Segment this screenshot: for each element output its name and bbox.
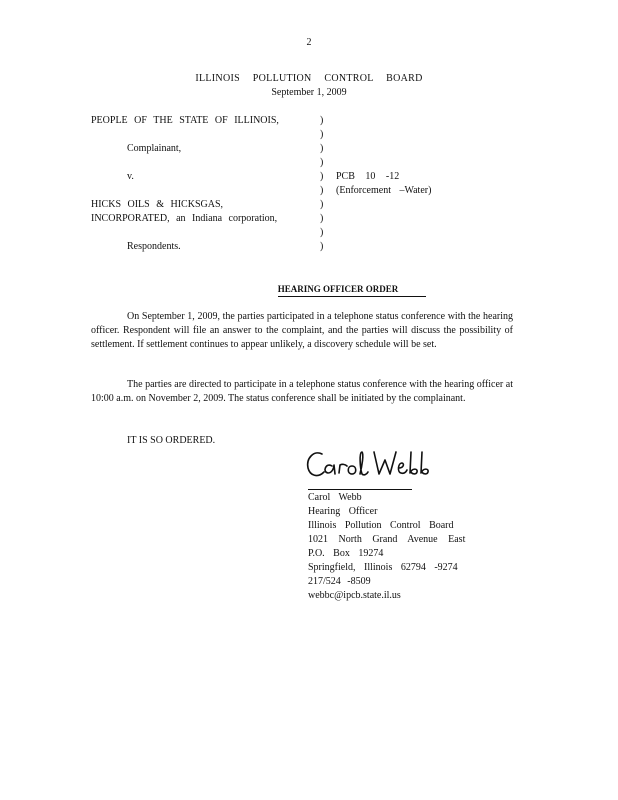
signer-organization: Illinois Pollution Control Board (308, 520, 454, 531)
defendant-role: Respondents. (127, 241, 181, 252)
body-paragraph-1-container (91, 310, 513, 352)
page-number: 2 (306, 37, 312, 48)
order-title: HEARING OFFICER ORDER (278, 282, 427, 297)
versus-label: v. (127, 171, 134, 182)
caption-paren: ) (320, 199, 324, 210)
case-number-block (336, 170, 431, 198)
signer-name: Carol Webb (308, 492, 362, 503)
caption-paren: ) (320, 143, 324, 154)
order-title-container (0, 282, 618, 297)
signature-drawing (304, 446, 436, 488)
case-type: (Enforcement –Water) (336, 185, 432, 196)
plaintiff-name: PEOPLE OF THE STATE OF ILLINOIS, (91, 115, 279, 126)
handwritten-signature (304, 446, 436, 493)
closing-statement: IT IS SO ORDERED. (127, 435, 216, 446)
signer-street: 1021 North Grand Avenue East (308, 534, 466, 545)
signer-phone: 217/524 -8509 (308, 576, 371, 587)
caption-paren: ) (320, 115, 324, 126)
board-name: ILLINOIS POLLUTION CONTROL BOARD (195, 73, 423, 84)
caption-paren: ) (320, 227, 324, 238)
plaintiff-role: Complainant, (127, 143, 182, 154)
signer-email[interactable]: webbc@ipcb.state.il.us (308, 590, 401, 601)
defendant-name-line1: HICKS OILS & HICKSGAS, (91, 199, 224, 210)
body-paragraph-2-container (91, 378, 513, 406)
body-paragraph-1: On September 1, 2009, the parties participated in a telephone status conference with the hearing officer. Respondent will file an answer to the complaint, and the parties will discuss the possibility of settlement. If settlement continues to appear unlikely, a discovery schedule will be set. (91, 311, 513, 350)
signature-block (308, 491, 465, 603)
case-number: PCB 10 -12 (336, 171, 400, 182)
signature-line (308, 489, 412, 490)
caption-paren: ) (320, 129, 324, 140)
signer-title: Hearing Officer (308, 506, 378, 517)
defendant-name-line2: INCORPORATED, an Indiana corporation, (91, 213, 278, 224)
document-header (0, 72, 618, 100)
signer-po-box: P.O. Box 19274 (308, 548, 384, 559)
caption-paren: ) (320, 185, 324, 196)
caption-paren: ) (320, 171, 324, 182)
body-paragraph-2: The parties are directed to participate in a telephone status conference with the hearing officer at 10:00 a.m. on November 2, 2009. The status conference shall be initiated by the complainant. (91, 379, 513, 404)
signer-city: Springfield, Illinois 62794 -9274 (308, 562, 458, 573)
caption-paren: ) (320, 213, 324, 224)
caption-paren: ) (320, 241, 324, 252)
caption-paren: ) (320, 157, 324, 168)
document-date: September 1, 2009 (271, 87, 347, 98)
